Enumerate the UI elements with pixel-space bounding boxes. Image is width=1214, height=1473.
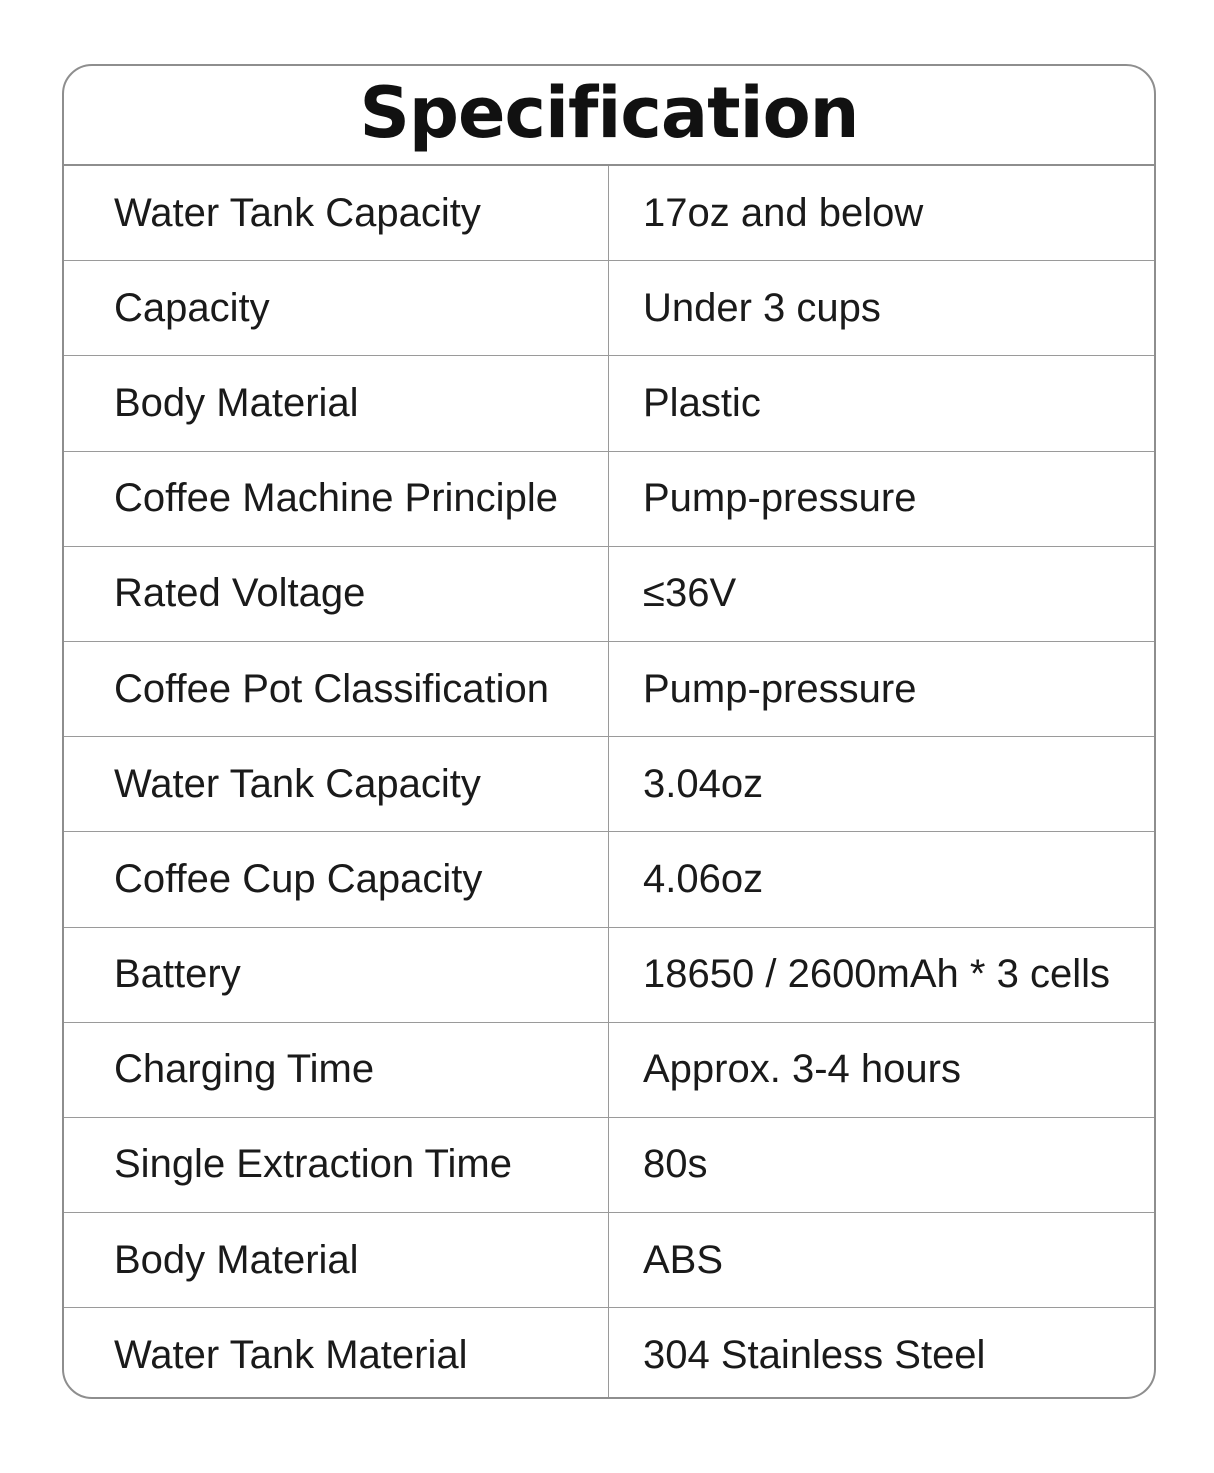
table-row [64,1023,1154,1118]
table-row [64,1213,1154,1308]
spec-value-water-tank-material: 304 Stainless Steel [643,1333,986,1378]
spec-rows [64,166,1154,1399]
table-row [64,1118,1154,1213]
spec-value-coffee-machine-principle: Pump-pressure [643,476,917,521]
spec-value-body-material: Plastic [643,380,761,425]
table-row [64,1308,1154,1399]
table-title: Specification [64,66,1154,166]
table-row [64,928,1154,1023]
spec-label-coffee-machine-principle: Coffee Machine Principle [64,452,609,546]
table-row [64,452,1154,547]
spec-label-water-tank-capacity: Water Tank Capacity [64,166,609,260]
spec-label-charging-time: Charging Time [64,1023,609,1117]
spec-value-coffee-pot-classification: Pump-pressure [643,666,917,711]
table-row [64,261,1154,356]
spec-value-rated-voltage: ≤36V [643,571,737,616]
spec-label-coffee-cup-capacity: Coffee Cup Capacity [64,832,609,926]
table-row [64,356,1154,451]
table-row [64,166,1154,261]
spec-label-rated-voltage: Rated Voltage [64,547,609,641]
spec-label-capacity: Capacity [64,261,609,355]
spec-value-water-tank-capacity-2: 3.04oz [643,761,764,806]
specification-table [62,64,1156,1399]
table-row [64,547,1154,642]
table-row [64,737,1154,832]
spec-label-water-tank-capacity-2: Water Tank Capacity [64,737,609,831]
spec-value-water-tank-capacity: 17oz and below [643,190,924,235]
spec-label-coffee-pot-classification: Coffee Pot Classification [64,642,609,736]
spec-label-body-material-2: Body Material [64,1213,609,1307]
table-row [64,642,1154,737]
spec-value-capacity: Under 3 cups [643,285,881,330]
spec-value-charging-time: Approx. 3-4 hours [643,1047,961,1092]
spec-value-coffee-cup-capacity: 4.06oz [643,856,764,901]
spec-value-battery: 18650 / 2600mAh * 3 cells [643,952,1110,997]
spec-label-water-tank-material: Water Tank Material [64,1308,609,1399]
spec-value-single-extraction-time: 80s [643,1142,708,1187]
spec-label-battery: Battery [64,928,609,1022]
table-row [64,832,1154,927]
spec-label-single-extraction-time: Single Extraction Time [64,1118,609,1212]
spec-value-body-material-2: ABS [643,1237,724,1282]
spec-label-body-material: Body Material [64,356,609,450]
